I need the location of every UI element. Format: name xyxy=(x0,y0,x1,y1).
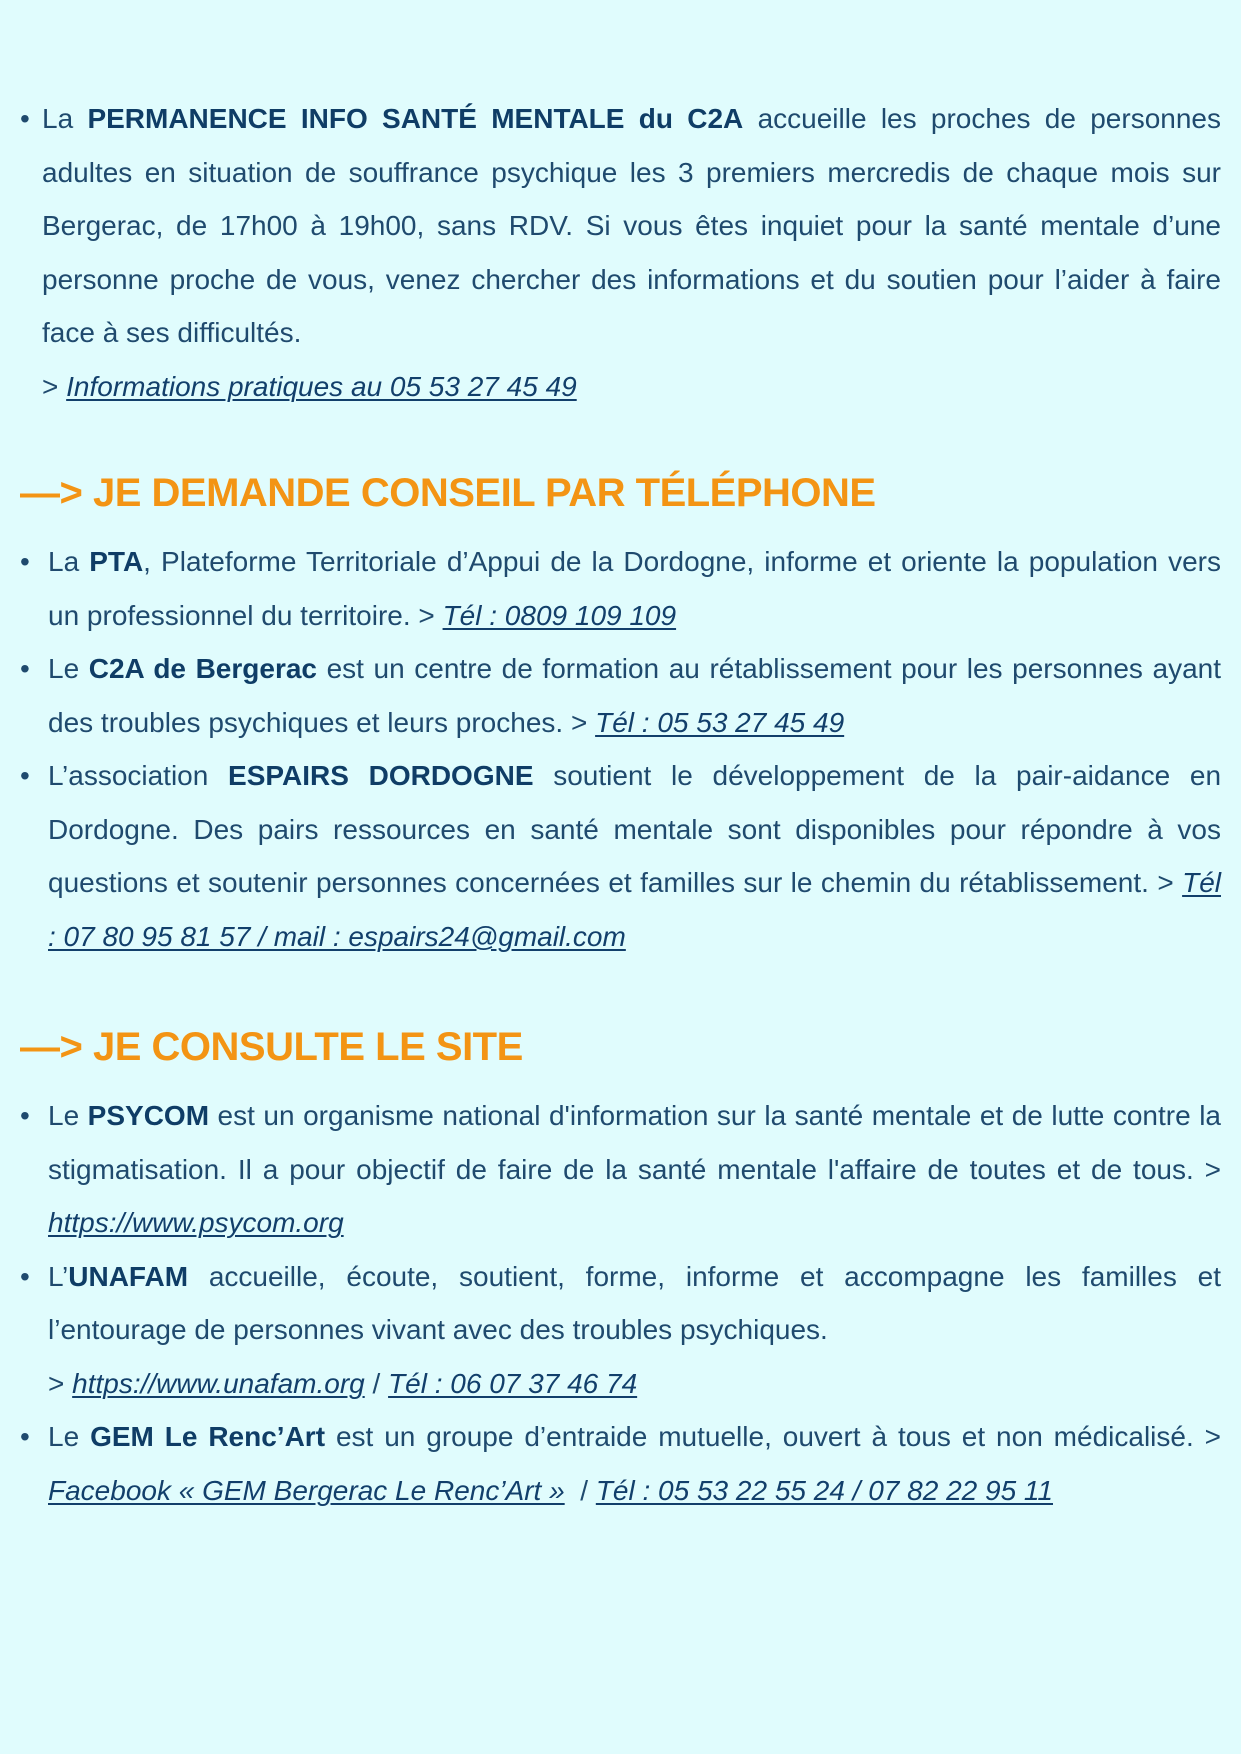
org-name: UNAFAM xyxy=(68,1260,189,1292)
pta-phone-link[interactable]: Tél : 0809 109 109 xyxy=(442,599,677,631)
org-name: PTA xyxy=(89,546,144,577)
unafam-site-link[interactable]: https://www.unafam.org xyxy=(72,1367,365,1399)
list-item-c2a: • Le C2A de Bergerac est un centre de formation au rétablissement pour les personnes ayant des troubles psychiques et leurs proches. > Tél : 05 53 27 45 49 xyxy=(20,642,1221,749)
info-phone-link[interactable]: Informations pratiques au 05 53 27 45 49 xyxy=(66,370,577,402)
org-name: GEM Le Renc’Art xyxy=(90,1421,326,1452)
list-item-espairs: • L’association ESPAIRS DORDOGNE soutient le développement de la pair-aidance en Dordogne. Des pairs ressources en santé mentale sont disponibles pour répondre à vos questions et soutenir personnes concernées et familles sur le chemin du rétablissement. > Tél : 07 80 95 81 57 / mail : espairs24@gmail.com xyxy=(20,749,1221,963)
psycom-site-link[interactable]: https://www.psycom.org xyxy=(48,1207,344,1238)
unafam-links-line: > https://www.unafam.org / Tél : 06 07 37 46 74 xyxy=(48,1367,638,1399)
section-heading-site: —> JE CONSULTE LE SITE xyxy=(20,1025,523,1069)
phone-list xyxy=(20,535,1221,963)
org-name: ESPAIRS DORDOGNE xyxy=(228,760,534,791)
intro-list xyxy=(20,92,1221,413)
info-line: > Informations pratiques au 05 53 27 45 49 xyxy=(42,370,577,402)
org-name: C2A de Bergerac xyxy=(88,653,317,684)
list-item-unafam: • L’UNAFAM accueille, écoute, soutient, forme, informe et accompagne les familles et l’entourage de personnes vivant avec des troubles psychiques. > https://www.unafam.org / Tél : 06 07 37 46 74 xyxy=(20,1250,1221,1411)
unafam-phone-link[interactable]: Tél : 06 07 37 46 74 xyxy=(388,1367,638,1399)
list-item-gem: • Le GEM Le Renc’Art est un groupe d’entraide mutuelle, ouvert à tous et non médicalisé. > Facebook « GEM Bergerac Le Renc’Art » / Tél : 05 53 22 55 24 / 07 82 22 95 11 xyxy=(20,1410,1221,1517)
espairs-contact-link[interactable]: Tél : 07 80 95 81 57 / mail : espairs24@gmail.com xyxy=(48,867,1221,952)
section-heading-phone: —> JE DEMANDE CONSEIL PAR TÉLÉPHONE xyxy=(20,471,876,515)
site-list xyxy=(20,1089,1221,1517)
gem-phone-link[interactable]: Tél : 05 53 22 55 24 / 07 82 22 95 11 xyxy=(595,1474,1053,1506)
gem-facebook-link[interactable]: Facebook « GEM Bergerac Le Renc’Art » xyxy=(48,1474,565,1506)
list-item-pta: • La PTA, Plateforme Territoriale d’Appui de la Dordogne, informe et oriente la population vers un professionnel du territoire. > Tél : 0809 109 109 xyxy=(20,535,1221,642)
list-item-psycom: • Le PSYCOM est un organisme national d'information sur la santé mentale et de lutte contre la stigmatisation. Il a pour objectif de faire de la santé mentale l'affaire de toutes et de tous. > https://www.psycom.org xyxy=(20,1089,1221,1250)
list-item-permanence: • La PERMANENCE INFO SANTÉ MENTALE du C2A accueille les proches de personnes adultes en situation de souffrance psychique les 3 premiers mercredis de chaque mois sur Bergerac, de 17h00 à 19h00, sans RDV. Si vous êtes inquiet pour la santé mentale d’une personne proche de vous, venez chercher des informations et du soutien pour l’aider à faire face à ses difficultés. > Informations pratiques au 05 53 27 45 49 xyxy=(20,92,1221,413)
org-name: PERMANENCE INFO SANTÉ MENTALE du C2A xyxy=(87,103,744,134)
org-name: PSYCOM xyxy=(87,1100,210,1131)
c2a-phone-link[interactable]: Tél : 05 53 27 45 49 xyxy=(595,706,845,738)
